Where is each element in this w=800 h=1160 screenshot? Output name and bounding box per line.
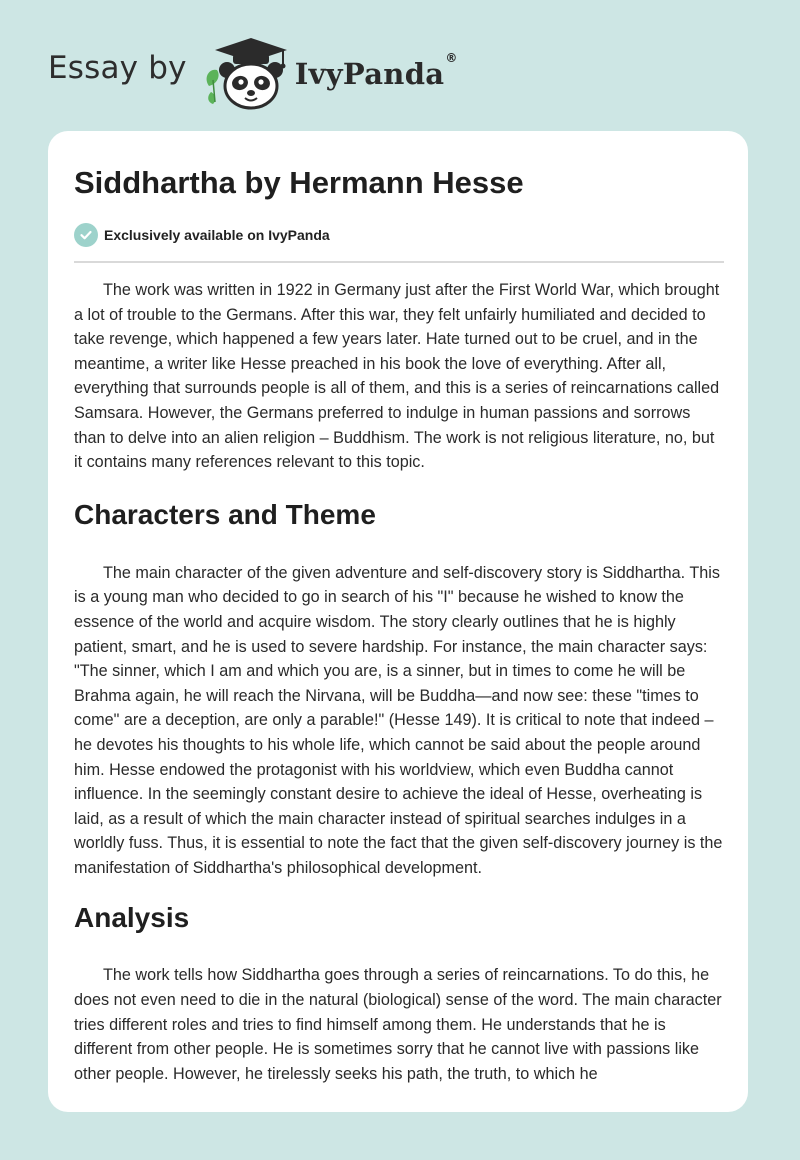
panda-logo-icon <box>201 34 293 110</box>
section-heading-characters: Characters and Theme <box>74 498 376 530</box>
site-header <box>48 34 457 110</box>
essay-by-label: Essay by <box>48 50 187 86</box>
registered-mark: ® <box>445 51 458 65</box>
divider <box>74 261 724 263</box>
page-title: Siddhartha by Hermann Hesse <box>74 165 524 200</box>
section-heading-analysis: Analysis <box>74 902 190 934</box>
analysis-paragraph: The work tells how Siddhartha goes through a series of reincarnations. To do this, he does not even need to die in the natural (biological) sense of the word. The main character tries different roles and tries to find himself among them. He understands that he is different from other people. He is sometimes sorry that he cannot live with passions like other people. However, he tirelessly seeks his path, the truth, to which he <box>74 966 722 1083</box>
check-circle-icon <box>74 223 98 247</box>
brand-name: IvyPanda <box>294 57 445 91</box>
intro-paragraph: The work was written in 1922 in Germany just after the First World War, which brought a lot of trouble to the Germans. After this war, they felt unfairly humiliated and decided to take revenge, which happened a few years later. Hate turned out to be cruel, and in the meantime, a writer like Hesse preached in his book the love of everything. After all, everything that surrounds people is all of them, and this is a series of reincarnations called Samsara. However, the Germans preferred to indulge in human passions and sorrows than to delve into an alien religion – Buddhism. The work is not religious literature, no, but it contains many references relevant to this topic. <box>74 281 720 472</box>
exclusive-badge <box>74 223 330 247</box>
characters-paragraph: The main character of the given adventure and self-discovery story is Siddhartha. This is a young man who decided to go in search of his "I" because he wished to know the essence of the world and acquire wisdom. The story clearly outlines that he is highly patient, smart, and he is used to severe hardship. For instance, the main character says: "The sinner, which I am and which you are, is a sinner, but in times to come he will be Brahma again, he will reach the Nirvana, will be Buddha—and now see: these "times to come" are a deception, are only a parable!" (Hesse 149). It is critical to note that indeed – he devotes his thoughts to his whole life, which cannot be said about the people around him. Hesse endowed the protagonist with his worldview, which even Buddha cannot influence. In the seemingly constant desire to achieve the ideal of Hesse, overheating is laid, as a result of which the main character instead of spiritual searches indulges in a worldly fuss. Thus, it is essential to note the fact that the given self-discovery journey is the manifestation of Siddhartha's philosophical development. <box>74 563 723 877</box>
exclusive-label: Exclusively available on IvyPanda <box>104 227 330 243</box>
essay-card <box>48 131 748 1112</box>
article-body <box>74 278 724 1086</box>
